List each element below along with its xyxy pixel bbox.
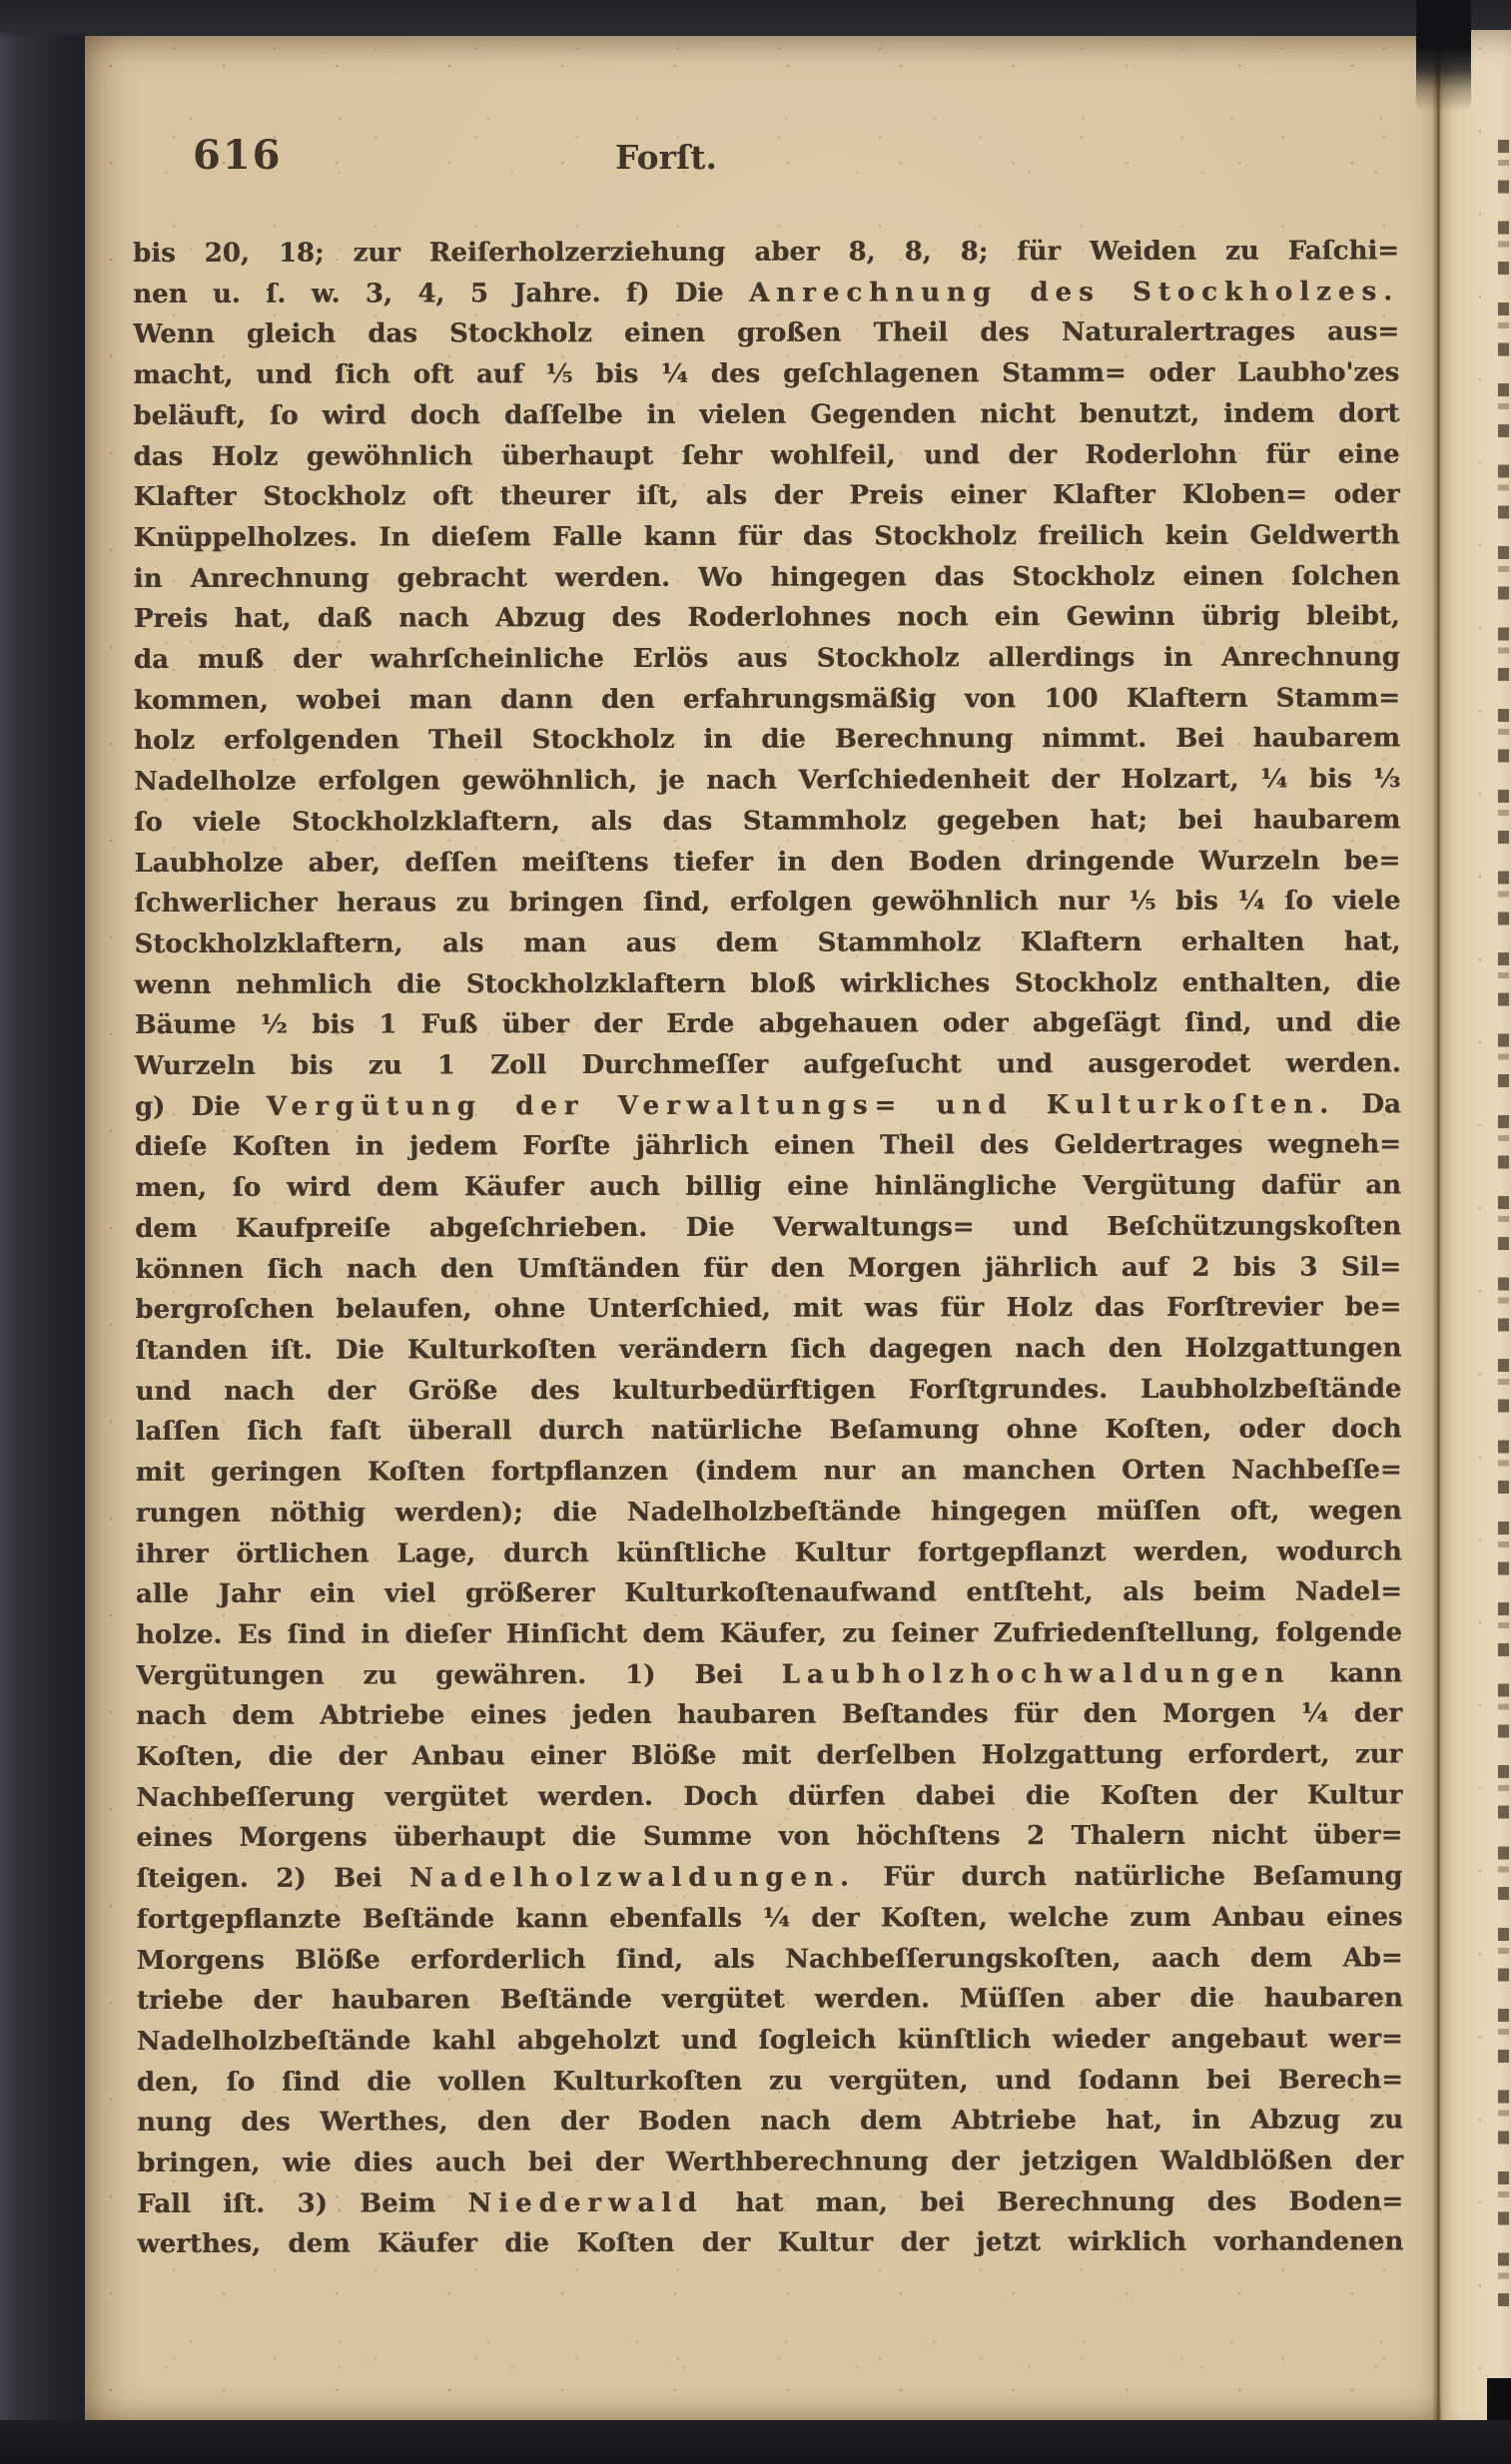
text-line: bergroſchen belaufen, ohne Unterſchied, mit was für Holz das Forſtrevier be= (135, 1292, 1402, 1326)
text-line: den, ſo ſind die vollen Kulturkoſten zu vergüten, und ſodann bei Berech= (136, 2064, 1403, 2098)
text-line: Nadelholze erfolgen gewöhnlich, je nach Verſchiedenheit der Holzart, ¼ bis ⅓ (134, 764, 1401, 798)
spaced-emphasis: Anrechnung des Stockholzes. (749, 277, 1400, 308)
text-line: rungen nöthig werden); die Nadelholzbeſtände hingegen müſſen oft, wegen (135, 1496, 1402, 1529)
text-line: beläuft, ſo wird doch daſſelbe in vielen Gegenden nicht benutzt, indem dort (133, 398, 1400, 431)
text-line: Bäume ½ bis 1 Fuß über der Erde abgehauen oder abgeſägt ſind, und die (134, 1007, 1401, 1041)
body-text (133, 231, 1403, 2265)
text-line: fortgepflanzte Beſtände kann ebenfalls ¼ der Koſten, welche zum Anbau eines (136, 1902, 1403, 1935)
text-line: Klafter Stockholz oft theurer iſt, als der Preis einer Klafter Kloben= oder (133, 479, 1400, 513)
text-line: men, ſo wird dem Käufer auch billig eine hinlängliche Vergütung dafür an (134, 1170, 1402, 1204)
spaced-emphasis: Nadelholzwaldungen. (408, 1862, 856, 1894)
text-line: ſteigen. 2) Bei Nadelholzwaldungen. Für durch natürliche Beſamung (136, 1861, 1403, 1895)
text-line: dieſe Koſten in jedem Forſte jährlich einen Theil des Geldertrages wegneh= (134, 1129, 1401, 1163)
spaced-emphasis: Niederwald (467, 2187, 704, 2219)
text-line: und nach der Größe des kulturbedürftigen Forſtgrundes. Laubholzbeſtände (135, 1374, 1402, 1407)
adjacent-page-text-fragments (1498, 140, 1509, 2306)
text-line: Nachbeſſerung vergütet werden. Doch dürfen dabei die Koſten der Kultur (136, 1780, 1403, 1813)
binding-shadow-notch (1416, 0, 1471, 112)
spaced-emphasis: Vergütung der Verwaltungs= und Kulturkoſten. (266, 1089, 1336, 1122)
text-line: g) Die Vergütung der Verwaltungs= und Kulturkoſten. Da (134, 1089, 1401, 1122)
text-line: ihrer örtlichen Lage, durch künſtliche Kultur fortgepflanzt werden, wodurch (135, 1536, 1402, 1569)
text-line: Stockholzklaftern, als man aus dem Stammholz Klaftern erhalten hat, (134, 926, 1401, 959)
text-line: Koſten, die der Anbau einer Blöße mit derſelben Holzgattung erfordert, zur (136, 1739, 1403, 1773)
text-line: alle Jahr ein viel größerer Kulturkoſtenaufwand entſteht, als beim Nadel= (135, 1576, 1402, 1610)
text-line: holz erfolgenden Theil Stockholz in die Berechnung nimmt. Bei haubarem (134, 723, 1401, 757)
text-line: bis 20, 18; zur Reiſerholzerziehung aber 8, 8, 8; für Weiden zu Faſchi= (133, 236, 1400, 269)
text-line: in Anrechnung gebracht werden. Wo hingegen das Stockholz einen ſolchen (133, 560, 1400, 594)
text-line: Fall iſt. 3) Beim Niederwald hat man, bei Berechnung des Boden= (137, 2186, 1404, 2219)
book-bottom-edge (0, 2420, 1511, 2464)
text-line: Knüppelholzes. In dieſem Falle kann für das Stockholz freilich kein Geldwerth (133, 520, 1400, 553)
text-line: mit geringen Koſten fortpflanzen (indem nur an manchen Orten Nachbeſſe= (135, 1455, 1402, 1489)
text-line: nung des Werthes, den der Boden nach dem Abtriebe hat, in Abzug zu (136, 2105, 1403, 2139)
text-line: dem Kaufpreiſe abgeſchrieben. Die Verwaltungs= und Beſchützungskoſten (135, 1211, 1402, 1244)
page-number: 616 (193, 132, 283, 179)
text-line: wenn nehmlich die Stockholzklaftern bloß wirkliches Stockholz enthalten, die (134, 966, 1401, 1000)
text-line: Preis hat, daß nach Abzug des Roderlohnes noch ein Gewinn übrig bleibt, (133, 601, 1400, 635)
text-line: bringen, wie dies auch bei der Werthberechnung der jetzigen Waldblößen der (137, 2146, 1404, 2179)
gutter-fold (1432, 30, 1444, 2440)
text-line: ſo viele Stockholzklaftern, als das Stammholz gegeben hat; bei haubarem (134, 805, 1401, 838)
text-line: nach dem Abtriebe eines jeden haubaren Beſtandes für den Morgen ¼ der (136, 1698, 1403, 1732)
text-line: macht, und ſich oft auf ⅕ bis ¼ des geſchlagenen Stamm= oder Laubho'zes (133, 357, 1400, 391)
text-line: Wenn gleich das Stockholz einen großen Theil des Naturalertrages aus= (133, 316, 1400, 350)
book-left-edge (0, 0, 85, 2464)
spaced-emphasis: Laubholzhochwaldungen (781, 1658, 1291, 1690)
text-line: Laubholze aber, deſſen meiſtens tiefer in den Boden dringende Wurzeln be= (134, 845, 1401, 879)
text-line: werthes, dem Käufer die Koſten der Kultur der jetzt wirklich vorhandenen (137, 2226, 1404, 2260)
running-header: Forſt. (615, 138, 717, 177)
text-line: Nadelholzbeſtände kahl abgeholzt und ſogleich künſtlich wieder angebaut wer= (136, 2024, 1403, 2057)
text-line: ſtanden iſt. Die Kulturkoſten verändern ſich dagegen nach den Holzgattungen (135, 1333, 1402, 1366)
text-line: nen u. ſ. w. 3, 4, 5 Jahre. f) Die Anrechnung des Stockholzes. (133, 277, 1400, 309)
text-line: triebe der haubaren Beſtände vergütet werden. Müſſen aber die haubaren (136, 1983, 1403, 2017)
text-line: laſſen ſich faſt überall durch natürliche Beſamung ohne Koſten, oder doch (135, 1414, 1402, 1448)
text-line: Wurzeln bis zu 1 Zoll Durchmeſſer aufgeſucht und ausgerodet werden. (134, 1048, 1401, 1082)
text-line: kommen, wobei man dann den erfahrungsmäßig von 100 Klaftern Stamm= (133, 683, 1401, 716)
scanned-page (85, 36, 1441, 2420)
text-line: eines Morgens überhaupt die Summe von höchſtens 2 Thalern nicht über= (136, 1820, 1403, 1854)
text-line: holze. Es ſind in dieſer Hinſicht dem Käufer, zu ſeiner Zufriedenſtellung, folgende (135, 1617, 1402, 1650)
text-line: ſchwerlicher heraus zu bringen ſind, erfolgen gewöhnlich nur ⅕ bis ¼ ſo viele (134, 886, 1401, 920)
text-line: können ſich nach den Umſtänden für den Morgen jährlich auf 2 bis 3 Sil= (135, 1251, 1402, 1285)
text-line: das Holz gewöhnlich überhaupt ſehr wohlfeil, und der Roderlohn für eine (133, 438, 1400, 472)
text-line: da muß der wahrſcheinliche Erlös aus Stockholz allerdings in Anrechnung (133, 642, 1400, 676)
text-line: Morgens Blöße erforderlich ſind, als Nachbeſſerungskoſten, aach dem Ab= (136, 1942, 1403, 1976)
book-top-edge (0, 0, 1511, 38)
text-line: Vergütungen zu gewähren. 1) Bei Laubholzhochwaldungen kann (135, 1657, 1403, 1691)
